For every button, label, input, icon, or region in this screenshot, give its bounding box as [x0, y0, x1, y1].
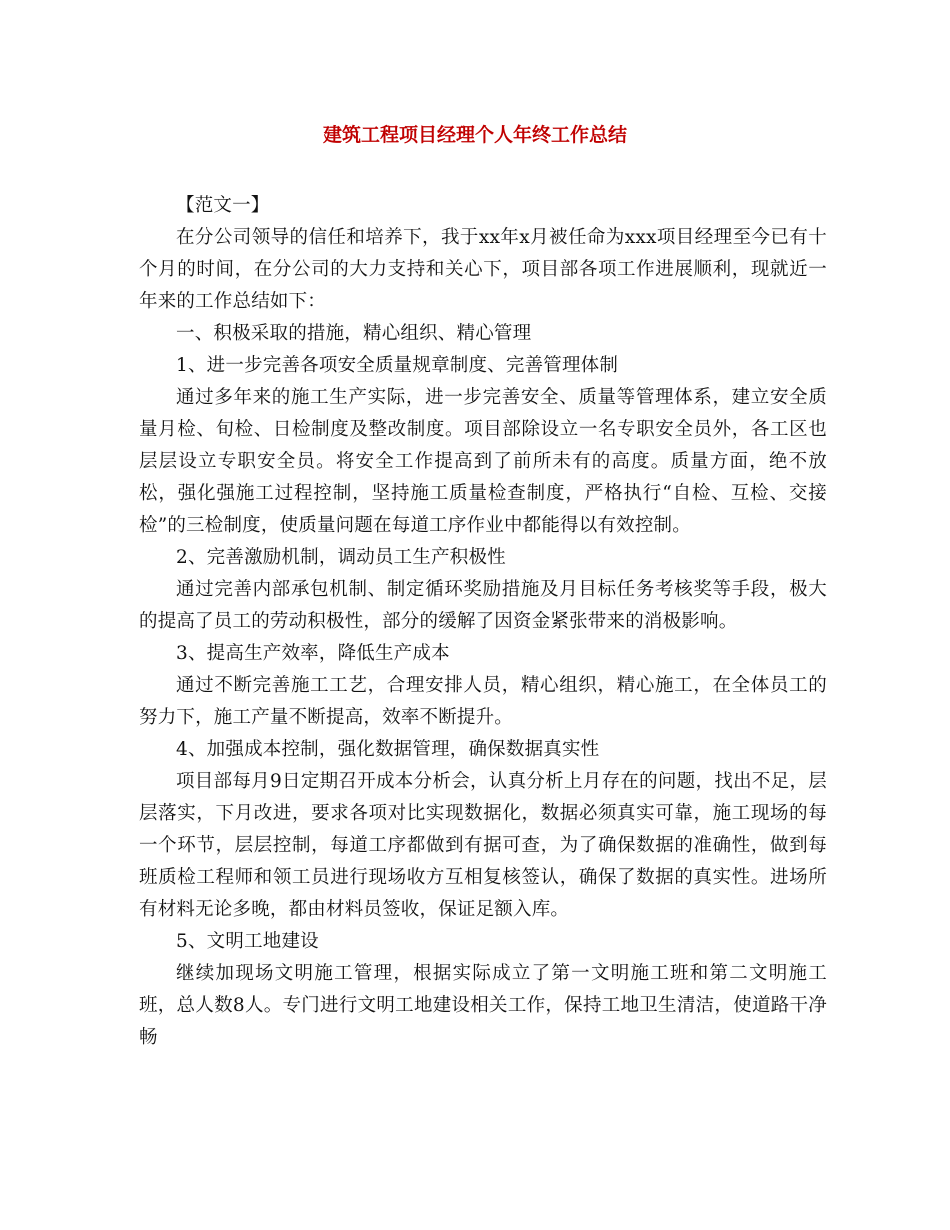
subsection-heading-4: 4、加强成本控制，强化数据管理，确保数据真实性	[176, 739, 600, 760]
document-body	[139, 190, 827, 1054]
document-title: 建筑工程项目经理个人年终工作总结	[322, 124, 627, 146]
subsection-heading-1: 1、进一步完善各项安全质量规章制度、完善管理体制	[176, 355, 619, 376]
subsection-heading-2: 2、完善激励机制，调动员工生产积极性	[176, 547, 506, 568]
subsection-heading-5: 5、文明工地建设	[176, 931, 319, 952]
sample-label: 【范文一】	[176, 195, 270, 216]
subsection-paragraph-4: 项目部每月9日定期召开成本分析会，认真分析上月存在的问题，找出不足，层层落实，下月改进，要求各项对比实现数据化，数据必须真实可靠，施工现场的每一个环节，层层控制，每道工序都做到有据可查，为了确保数据的准确性，做到每班质检工程师和领工员进行现场收方互相复核签认，确保了数据的真实性。进场所有材料无论多晚，都由材料员签收，保证足额入库。	[139, 771, 827, 920]
subsection-heading-3: 3、提高生产效率，降低生产成本	[176, 643, 450, 664]
subsection-paragraph-5: 继续加现场文明施工管理，根据实际成立了第一文明施工班和第二文明施工班，总人数8人。专门进行文明工地建设相关工作，保持工地卫生清洁，使道路干净畅	[139, 963, 827, 1048]
subsection-paragraph-2: 通过完善内部承包机制、制定循环奖励措施及月目标任务考核奖等手段，极大的提高了员工的劳动积极性，部分的缓解了因资金紧张带来的消极影响。	[139, 579, 827, 632]
subsection-paragraph-3: 通过不断完善施工工艺，合理安排人员，精心组织，精心施工，在全体员工的努力下，施工产量不断提高，效率不断提升。	[139, 675, 827, 728]
section-heading: 一、积极采取的措施，精心组织、精心管理	[176, 323, 532, 344]
subsection-paragraph-1: 通过多年来的施工生产实际，进一步完善安全、质量等管理体系，建立安全质量月检、旬检、日检制度及整改制度。项目部除设立一名专职安全员外，各工区也层层设立专职安全员。将安全工作提高到了前所未有的高度。质量方面，绝不放松，强化强施工过程控制，坚持施工质量检查制度，严格执行“自检、互检、交接检”的三检制度，使质量问题在每道工序作业中都能得以有效控制。	[139, 387, 827, 536]
intro-paragraph: 在分公司领导的信任和培养下，我于xx年x月被任命为xxx项目经理至今已有十个月的时间，在分公司的大力支持和关心下，项目部各项工作进展顺利，现就近一年来的工作总结如下：	[139, 227, 827, 312]
